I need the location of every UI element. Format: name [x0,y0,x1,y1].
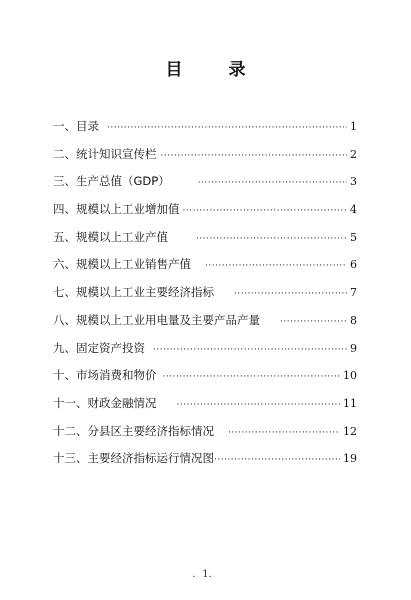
toc-entry-page: 1 [350,120,357,133]
toc-entry-label: 十、市场消费和物价 [53,368,157,383]
page-title: 目 录 [165,60,266,80]
page-number: ．1． [192,569,219,580]
toc-dot-leader [205,261,347,271]
toc-entry[interactable] [53,284,357,312]
toc-entry[interactable] [53,450,357,478]
toc-entry-label: 五、规模以上工业产值 [53,229,168,244]
toc-dot-leader [196,234,347,244]
toc-entry-page: 7 [350,286,357,300]
toc-entry-page: 4 [350,203,357,217]
table-of-contents [53,118,357,478]
toc-entry-page: 12 [343,424,357,438]
toc-entry-label: 十一、财政金融情况 [53,395,157,410]
toc-entry[interactable] [53,118,357,146]
toc-entry-label: 二、统计知识宣传栏 [53,146,157,161]
toc-entry[interactable] [53,146,357,174]
toc-dot-leader [163,372,341,382]
toc-dot-leader [228,428,340,438]
toc-dot-leader [234,289,347,299]
toc-entry-page: 8 [350,313,357,327]
toc-entry[interactable] [53,256,357,284]
toc-entry-label: 七、规模以上工业主要经济指标 [53,285,214,300]
toc-entry[interactable] [53,395,357,423]
toc-entry-page: 2 [350,147,357,161]
toc-entry-label: 九、固定资产投资 [53,340,145,355]
toc-entry[interactable] [53,173,357,201]
toc-dot-leader [198,178,347,188]
toc-dot-leader [280,317,347,327]
toc-dot-leader [177,400,341,410]
toc-entry-page: 19 [343,452,357,466]
toc-entry[interactable] [53,340,357,368]
toc-dot-leader [107,123,347,133]
toc-dot-leader [214,455,340,465]
toc-entry-label: 十二、分县区主要经济指标情况 [53,423,214,438]
toc-entry-label: 八、规模以上工业用电量及主要产品产量 [53,312,260,327]
toc-entry-page: 9 [350,341,357,355]
toc-entry-label: 六、规模以上工业销售产值 [53,257,191,272]
toc-dot-leader [161,151,348,161]
toc-entry[interactable] [53,367,357,395]
toc-dot-leader [153,345,347,355]
toc-entry-label: 三、生产总值（GDP） [53,174,170,189]
toc-dot-leader [183,206,348,216]
toc-entry-label: 四、规模以上工业增加值 [53,202,180,217]
toc-entry-page: 6 [350,258,357,272]
toc-entry[interactable] [53,229,357,257]
toc-entry-page: 11 [343,396,357,410]
toc-entry-label: 十三、主要经济指标运行情况图 [53,451,214,466]
toc-entry[interactable] [53,201,357,229]
toc-entry-page: 10 [343,369,357,383]
toc-entry-page: 3 [350,175,357,189]
toc-entry-page: 5 [350,230,357,244]
toc-entry[interactable] [53,312,357,340]
toc-entry[interactable] [53,423,357,451]
toc-entry-label: 一、目录 [53,119,99,133]
